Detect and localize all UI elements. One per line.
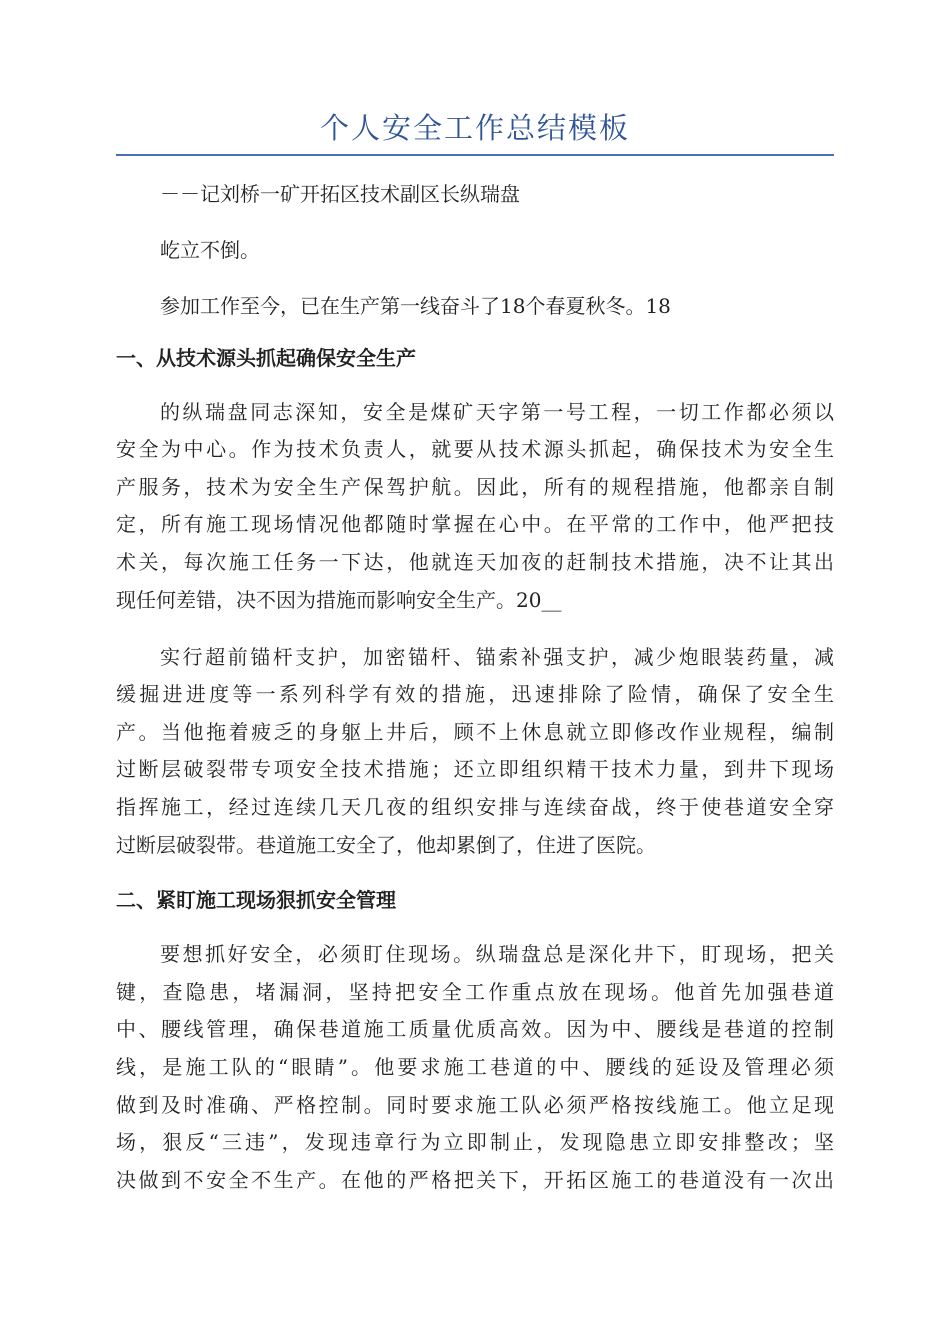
- paragraph-3-line: 要想抓好安全，必须盯住现场。纵瑞盘总是深化井下，盯现场，把关: [160, 942, 834, 966]
- document-subtitle: －－记刘桥一矿开拓区技术副区长纵瑞盘: [160, 182, 520, 206]
- paragraph-3-line: 决做到不安全不生产。在他的严格把关下，开拓区施工的巷道没有一次出: [116, 1168, 834, 1192]
- paragraph-2-line: 产。当他拖着疲乏的身躯上井后，顾不上休息就立即修改作业规程，编制: [116, 720, 834, 744]
- paragraph-3-line: 线，是施工队的“眼睛”。他要求施工巷道的中、腰线的延设及管理必须: [116, 1055, 834, 1079]
- paragraph-1-line: 现任何差错，决不因为措施而影响安全生产。20__: [116, 588, 562, 612]
- paragraph-3-line: 场，狠反“三违”，发现违章行为立即制止，发现隐患立即安排整改；坚: [116, 1130, 834, 1154]
- paragraph-1-line: 安全为中心。作为技术负责人，就要从技术源头抓起，确保技术为安全生: [116, 437, 834, 461]
- paragraph-2-line: 指挥施工，经过连续几天几夜的组织安排与连续奋战，终于使巷道安全穿: [116, 795, 834, 819]
- section-heading-1: 一、从技术源头抓起确保安全生产: [116, 346, 416, 370]
- title-underline: [116, 154, 834, 156]
- paragraph-2-line: 过断层破裂带。巷道施工安全了，他却累倒了，住进了医院。: [116, 833, 656, 857]
- paragraph-3-line: 中、腰线管理，确保巷道施工质量优质高效。因为中、腰线是巷道的控制: [116, 1017, 834, 1041]
- paragraph-1-line: 产服务，技术为安全生产保驾护航。因此，所有的规程措施，他都亲自制: [116, 475, 834, 499]
- paragraph-1-line: 术关，每次施工任务一下达，他就连天加夜的赶制技术措施，决不让其出: [116, 550, 834, 574]
- paragraph-3-line: 做到及时准确、严格控制。同时要求施工队必须严格按线施工。他立足现: [116, 1093, 834, 1117]
- paragraph-2-line: 过断层破裂带专项安全技术措施；还立即组织精干技术力量，到井下现场: [116, 757, 834, 781]
- paragraph-2-line: 实行超前锚杆支护，加密锚杆、锚索补强支护，减少炮眼装药量，减: [160, 645, 834, 669]
- document-title: 个人安全工作总结模板: [319, 111, 630, 145]
- paragraph-3-line: 键，查隐患，堵漏洞，坚持把安全工作重点放在现场。他首先加强巷道: [116, 980, 834, 1004]
- paragraph-2-line: 缓掘进进度等一系列科学有效的措施，迅速排除了险情，确保了安全生: [116, 682, 834, 706]
- paragraph-1-line: 的纵瑞盘同志深知，安全是煤矿天字第一号工程，一切工作都必须以: [160, 400, 834, 424]
- paragraph-1-line: 定，所有施工现场情况他都随时掌握在心中。在平常的工作中，他严把技: [116, 512, 834, 536]
- text-line-b: 参加工作至今，已在生产第一线奋斗了18个春夏秋冬。18: [160, 294, 671, 318]
- text-line-a: 屹立不倒。: [160, 238, 260, 262]
- section-heading-2: 二、紧盯施工现场狠抓安全管理: [116, 888, 396, 912]
